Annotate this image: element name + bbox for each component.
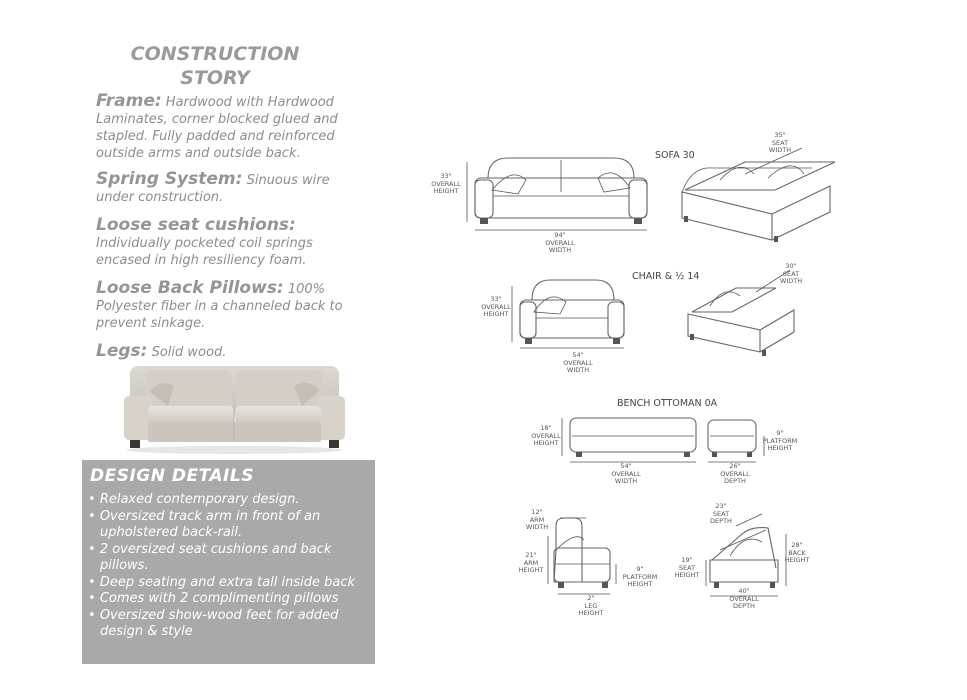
sofa-product-image: [122, 362, 347, 454]
dim-word: DEPTH: [710, 517, 732, 525]
dim-value: 18": [540, 424, 552, 432]
list-item: • Oversized track arm in front of an upholstered back-rail.: [88, 508, 321, 540]
title-line-1: CONSTRUCTION: [130, 43, 300, 65]
dim-word: SEAT: [712, 509, 730, 518]
ottoman-platform-height-label: [760, 430, 800, 453]
sofa-seat-width-label: [762, 132, 798, 155]
spec-text: Individually pocketed coil springs encased in high resiliency foam.: [96, 236, 313, 268]
spec-heading: Spring System:: [96, 169, 243, 189]
list-item-text: Oversized show-wood feet for added design & style: [99, 607, 339, 639]
spec-spring-system: [96, 171, 336, 206]
design-details-panel: [82, 460, 375, 664]
dim-word: WIDTH: [525, 523, 549, 531]
dim-word: HEIGHT: [578, 609, 604, 617]
dim-value: 9": [776, 429, 784, 437]
leg-height-label: [576, 595, 606, 618]
dim-word: OVERALL: [729, 594, 759, 603]
dim-word: ARM: [523, 558, 539, 567]
dim-value: 26": [729, 462, 741, 470]
dim-value: 9": [636, 565, 644, 573]
list-item: • Deep seating and extra tall inside back: [88, 574, 356, 590]
dim-value: 33": [440, 172, 452, 180]
seat-height-label: [672, 557, 702, 580]
dim-word: WIDTH: [548, 246, 572, 254]
sofa-model-label: SOFA 30: [655, 150, 695, 161]
dim-value: 28": [791, 541, 803, 549]
side-profile-drawing: [548, 518, 616, 594]
dim-value: 30": [785, 262, 797, 270]
dim-word: WIDTH: [614, 477, 638, 485]
technical-drawings: [420, 140, 960, 620]
dim-word: PLATFORM: [622, 572, 658, 581]
spec-heading: Loose seat cushions:: [96, 215, 296, 235]
sofa-height-label: [428, 173, 464, 196]
list-item: • 2 oversized seat cushions and back pillows.: [88, 541, 332, 573]
overall-depth-label: [724, 588, 764, 611]
dim-word: OVERALL: [481, 302, 511, 311]
chair-seat-width-label: [773, 263, 809, 286]
spec-frame: [96, 93, 381, 162]
list-item: • Comes with 2 complimenting pillows: [88, 591, 339, 606]
back-height-label: [782, 542, 812, 565]
dim-word: HEIGHT: [433, 187, 459, 195]
dim-value: 2": [587, 594, 595, 602]
dim-word: OVERALL: [611, 469, 641, 478]
dim-value: 19": [681, 556, 693, 564]
spec-heading: Legs:: [96, 341, 148, 361]
dim-word: PLATFORM: [762, 436, 798, 445]
dim-value: 54": [620, 462, 632, 470]
dim-word: OVERALL: [545, 238, 575, 247]
dim-value: 21": [525, 551, 537, 559]
seat-depth-label: [706, 503, 736, 526]
dim-word: DEPTH: [724, 477, 746, 485]
title-line-2: STORY: [180, 67, 250, 89]
spec-text: Solid wood.: [151, 345, 227, 360]
dim-word: OVERALL: [563, 358, 593, 367]
dim-word: HEIGHT: [674, 571, 700, 579]
spec-text: 100% Polyester fiber in a channeled back to prevent sinkage.: [96, 282, 343, 331]
dim-word: WIDTH: [779, 277, 803, 285]
chair-model-label: CHAIR & ½ 14: [632, 271, 700, 282]
sofa-front-drawing: [467, 158, 647, 230]
arm-width-label: [522, 509, 552, 532]
list-item: • Oversized show-wood feet for added design & style: [88, 607, 339, 639]
chair-height-label: [478, 296, 514, 319]
ottoman-height-label: [528, 425, 564, 448]
dim-value: 23": [715, 502, 727, 510]
dim-word: OVERALL: [431, 179, 461, 188]
list-item: • Relaxed contemporary design.: [88, 492, 300, 507]
dim-word: HEIGHT: [483, 310, 509, 318]
dim-value: 35": [774, 131, 786, 139]
spec-heading: Loose Back Pillows:: [96, 278, 284, 298]
dim-word: ARM: [529, 515, 545, 524]
list-item-text: Oversized track arm in front of an upholstered back-rail.: [99, 508, 321, 540]
dim-word: WIDTH: [566, 366, 590, 374]
dim-word: WIDTH: [768, 146, 792, 154]
side-iso-drawing: [706, 514, 786, 596]
dim-value: 33": [490, 295, 502, 303]
spec-heading: Frame:: [96, 91, 162, 111]
dim-word: DEPTH: [733, 602, 755, 610]
design-details-title: DESIGN DETAILS: [90, 466, 254, 486]
sofa-width-label: [540, 232, 580, 255]
dim-word: SEAT: [678, 563, 696, 572]
chair-width-label: [558, 352, 598, 375]
spec-seat-cushions: [96, 217, 336, 269]
ottoman-model-label: BENCH OTTOMAN 0A: [617, 398, 718, 409]
construction-story-title: [95, 42, 335, 90]
dim-word: OVERALL: [720, 469, 750, 478]
dim-word: SEAT: [782, 269, 800, 278]
dim-word: HEIGHT: [533, 439, 559, 447]
ottoman-drawing: [562, 418, 764, 462]
list-item-text: 2 oversized seat cushions and back pillows.: [99, 541, 332, 573]
dim-word: HEIGHT: [518, 566, 544, 574]
dim-value: 40": [738, 587, 750, 595]
list-item-text: Relaxed contemporary design.: [99, 492, 300, 507]
spec-back-pillows: [96, 280, 358, 332]
chair-front-drawing: [512, 280, 624, 348]
dim-word: HEIGHT: [627, 580, 653, 588]
spec-text: Sinuous wire under construction.: [96, 173, 330, 205]
dim-value: 54": [572, 351, 584, 359]
spec-legs: [96, 343, 381, 361]
dim-word: HEIGHT: [784, 556, 810, 564]
ottoman-width-label: [606, 463, 646, 486]
side-platform-height-label: [620, 566, 660, 589]
list-item-text: Comes with 2 complimenting pillows: [99, 591, 339, 606]
sofa-iso-drawing: [682, 148, 835, 242]
dim-word: SEAT: [771, 138, 789, 147]
dim-word: OVERALL: [531, 431, 561, 440]
dim-word: LEG: [584, 601, 598, 610]
dim-word: HEIGHT: [767, 444, 793, 452]
dim-value: 94": [554, 231, 566, 239]
ottoman-depth-label: [715, 463, 755, 486]
list-item-text: Deep seating and extra tall inside back: [99, 574, 356, 590]
dim-value: 12": [531, 508, 543, 516]
dim-word: BACK: [788, 548, 806, 557]
arm-height-label: [516, 552, 546, 575]
spec-text: Hardwood with Hardwood Laminates, corner blocked glued and stapled. Fully padded and reinforced outside arms and outside back.: [96, 95, 338, 161]
design-details-list: [88, 492, 375, 641]
